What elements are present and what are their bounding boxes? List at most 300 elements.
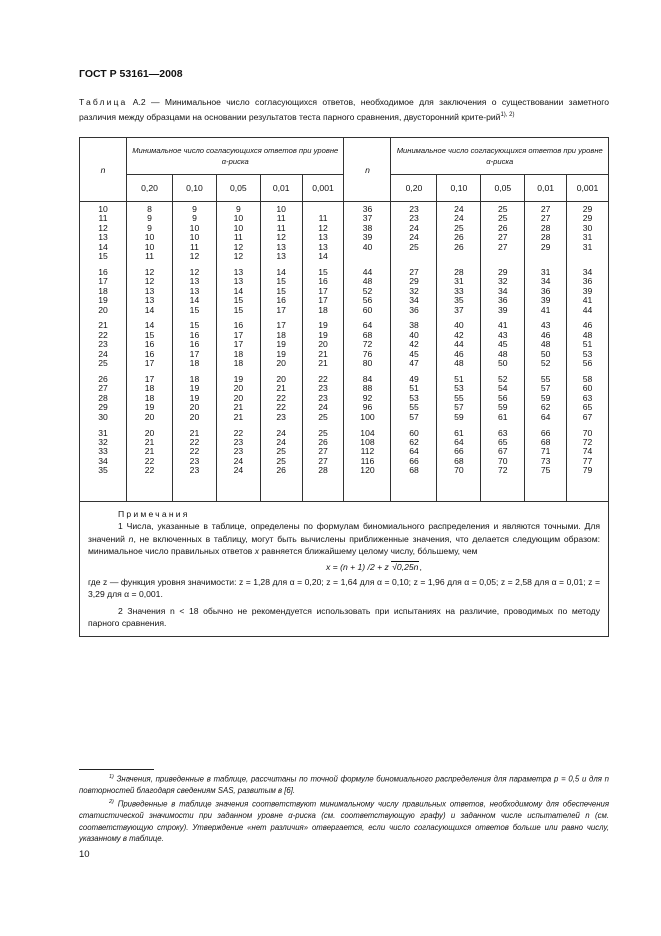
- table-cell: 29: [409, 276, 419, 287]
- notes-title: Примечания: [118, 509, 190, 519]
- table-cell: 21: [233, 402, 244, 413]
- table-cell: 15: [144, 329, 155, 340]
- header-alpha: 0,01: [260, 175, 302, 202]
- table-cell: 11: [318, 213, 328, 224]
- table-cell: 10: [98, 204, 108, 214]
- table-cell: 66: [540, 427, 551, 438]
- footnote-1: [79, 772, 609, 797]
- table-cell: 60: [582, 383, 593, 394]
- table-cell: 57: [409, 411, 419, 422]
- table-cell: 21: [233, 411, 244, 422]
- table-cell: 35: [98, 465, 108, 476]
- table-cell: 59: [454, 411, 464, 422]
- table-cell: 56: [498, 392, 508, 403]
- table-cell: 112: [360, 446, 375, 457]
- table-cell: 48: [582, 329, 593, 340]
- table-cell: 36: [362, 204, 373, 214]
- table-cell: 19: [318, 329, 328, 340]
- table-cell: 25: [276, 446, 286, 457]
- table-cell: 45: [409, 348, 419, 359]
- table-cell: 39: [498, 304, 508, 315]
- table-cell: 25: [409, 241, 419, 252]
- table-cell: 37: [454, 304, 464, 315]
- table-cell: 26: [318, 436, 328, 447]
- table-cell: 24: [454, 213, 464, 224]
- table-cell: 22: [318, 374, 328, 385]
- table-cell: 61: [454, 427, 464, 438]
- sqrt-icon: √: [392, 561, 397, 572]
- table-cell: 56: [582, 358, 593, 369]
- table-cell: 15: [233, 304, 244, 315]
- table-cell: 20: [98, 304, 108, 315]
- table-cell: 23: [189, 465, 200, 476]
- table-cell: 65: [582, 402, 593, 413]
- table-cell: 29: [98, 402, 108, 413]
- table-cell: 13: [144, 285, 155, 296]
- formula: [88, 561, 600, 573]
- table-cell: 51: [409, 383, 419, 394]
- table-cell: 20: [144, 411, 155, 422]
- table-cell: 27: [540, 204, 551, 214]
- table-cell: 31: [98, 427, 108, 438]
- table-cell: 17: [144, 358, 155, 369]
- table-cell: 66: [409, 455, 419, 466]
- min-responses-table: [79, 137, 609, 637]
- table-cell: 40: [409, 329, 419, 340]
- footnote-2: [79, 797, 609, 845]
- col-right-a0001: [567, 202, 609, 502]
- notes-block: [80, 502, 609, 637]
- table-cell: 72: [582, 436, 593, 447]
- table-cell: 19: [189, 392, 200, 403]
- table-cell: 104: [360, 427, 375, 438]
- table-cell: [437, 252, 480, 261]
- table-cell: 23: [276, 411, 286, 422]
- table-cell: 56: [362, 295, 373, 306]
- table-cell: 13: [189, 285, 200, 296]
- table-cell: 16: [233, 320, 244, 331]
- table-cell: 27: [409, 266, 419, 277]
- table-cell: 59: [540, 392, 551, 403]
- table-cell: 62: [409, 436, 419, 447]
- table-cell: 66: [454, 446, 464, 457]
- table-cell: 46: [582, 320, 593, 331]
- table-cell: 18: [276, 329, 286, 340]
- col-left-a010: [173, 202, 217, 502]
- table-cell: 39: [362, 232, 373, 243]
- table-cell: 24: [318, 402, 328, 413]
- table-cell: 38: [409, 320, 419, 331]
- table-cell: 74: [582, 446, 593, 457]
- table-cell: 19: [233, 374, 244, 385]
- table-cell: 68: [454, 455, 464, 466]
- table-cell: 34: [409, 295, 419, 306]
- table-cell: 13: [276, 250, 286, 261]
- table-cell: 18: [144, 392, 155, 403]
- table-cell: 14: [144, 320, 155, 331]
- table-cell: 25: [318, 411, 328, 422]
- table-cell: 10: [144, 232, 155, 243]
- table-cell: 13: [318, 232, 328, 243]
- table-cell: 64: [540, 411, 551, 422]
- table-cell: 11: [233, 232, 243, 243]
- table-cell: 19: [144, 402, 155, 413]
- table-cell: 45: [498, 339, 508, 350]
- table-cell: 88: [362, 383, 373, 394]
- note-1-text-b: , не включенных в таблицу, могут быть вычислены приближенные значения, что делается следующим образом: минимальное число правильных ответов: [88, 533, 600, 557]
- header-alpha: 0,20: [127, 175, 173, 202]
- table-cell: 100: [360, 411, 375, 422]
- table-cell: 21: [144, 436, 155, 447]
- table-cell: 80: [362, 358, 373, 369]
- table-cell: 11: [276, 213, 286, 224]
- table-cell: 22: [233, 427, 244, 438]
- note-where: где z — функция уровня значимости: z = 1,28 для α = 0,20; z = 1,64 для α = 0,10; z = 1,96 для α = 0,05; z = 2,58 для α = 0,01; z = 3,29 для α = 0,001.: [88, 577, 600, 600]
- table-cell: 44: [362, 266, 373, 277]
- table-cell: 46: [454, 348, 464, 359]
- header-alpha: 0,01: [525, 175, 567, 202]
- table-cell: 60: [409, 427, 419, 438]
- table-cell: 17: [318, 285, 328, 296]
- table-cell: 22: [144, 455, 155, 466]
- table-cell: 22: [189, 446, 200, 457]
- table-cell: 60: [362, 304, 373, 315]
- table-cell: 33: [98, 446, 108, 457]
- table-cell: 32: [98, 436, 108, 447]
- table-cell: 59: [498, 402, 508, 413]
- table-cell: 12: [189, 266, 200, 277]
- table-cell: 31: [582, 241, 593, 252]
- table-caption: [79, 96, 609, 123]
- caption-text: А.2 — Минимальное число согласующихся ответов, необходимое для заключения о существовании заметного различия между образцами на основании результатов теста парного сравнения, двусторонний крите-рий: [79, 97, 609, 122]
- col-left-a020: [127, 202, 173, 502]
- table-cell: 41: [540, 304, 551, 315]
- table-cell: 10: [233, 213, 244, 224]
- table-cell: 68: [540, 436, 551, 447]
- table-cell: 27: [98, 383, 108, 394]
- table-cell: 31: [582, 232, 593, 243]
- table-cell: 12: [318, 222, 328, 233]
- table-cell: 12: [233, 241, 244, 252]
- table-cell: 24: [233, 455, 244, 466]
- col-right-a001: [525, 202, 567, 502]
- table-cell: 44: [582, 304, 593, 315]
- table-cell: 62: [540, 402, 551, 413]
- table-cell: 18: [189, 358, 200, 369]
- header-alpha: 0,05: [481, 175, 525, 202]
- table-cell: 19: [98, 295, 108, 306]
- table-cell: 22: [144, 465, 155, 476]
- table-cell: 18: [233, 348, 244, 359]
- table-cell: 73: [540, 455, 551, 466]
- table-cell: [481, 252, 524, 261]
- table-cell: 28: [540, 232, 551, 243]
- table-cell: 18: [233, 358, 244, 369]
- note-1-text-a: 1 Числа, указанные в таблице, определены по формулам биномиального распределения и являются точными. Для значений: [88, 521, 600, 544]
- page-number: 10: [79, 849, 90, 860]
- table-cell: 39: [582, 285, 593, 296]
- table-cell: 21: [276, 383, 286, 394]
- table-cell: 22: [189, 436, 200, 447]
- table-cell: 21: [318, 348, 328, 359]
- table-cell: 42: [409, 339, 419, 350]
- table-cell: 23: [189, 455, 200, 466]
- table-cell: 72: [362, 339, 373, 350]
- table-cell: 15: [189, 304, 200, 315]
- table-cell: 25: [454, 222, 464, 233]
- table-cell: 57: [540, 383, 551, 394]
- table-cell: 44: [454, 339, 464, 350]
- table-cell: 61: [498, 411, 508, 422]
- table-cell: 72: [498, 465, 508, 476]
- table-cell: 36: [498, 295, 508, 306]
- table-cell: 47: [409, 358, 419, 369]
- table-cell: 15: [233, 295, 244, 306]
- table-cell: 57: [454, 402, 464, 413]
- col-right-a005: [481, 202, 525, 502]
- table-cell: 27: [540, 213, 551, 224]
- header-group-right: Минимальное число согласующихся ответов при уровне α-риска: [391, 138, 609, 175]
- footnote-separator: [79, 769, 154, 770]
- table-cell: 40: [362, 241, 373, 252]
- table-cell: 20: [233, 392, 244, 403]
- table-cell: 43: [540, 320, 551, 331]
- table-cell: 21: [189, 427, 200, 438]
- table-cell: 55: [540, 374, 551, 385]
- table-cell: 18: [189, 374, 200, 385]
- table-cell: 108: [360, 436, 375, 447]
- table-cell: 10: [144, 241, 155, 252]
- table-cell: 18: [98, 285, 108, 296]
- table-cell: 22: [98, 329, 108, 340]
- table-cell: 68: [362, 329, 373, 340]
- table-cell: 12: [189, 250, 200, 261]
- table-cell: 26: [98, 374, 108, 385]
- table-cell: 34: [582, 266, 593, 277]
- table-cell: 33: [454, 285, 464, 296]
- table-cell: 54: [498, 383, 508, 394]
- table-cell: [391, 252, 436, 261]
- table-cell: 70: [582, 427, 593, 438]
- formula-left: x = (n + 1) /2 + z: [326, 561, 392, 572]
- table-cell: 65: [498, 436, 508, 447]
- table-cell: 17: [318, 295, 328, 306]
- table-cell: 14: [233, 285, 244, 296]
- table-cell: 26: [276, 465, 286, 476]
- table-cell: 10: [233, 222, 244, 233]
- col-right-a020: [391, 202, 437, 502]
- table-cell: 36: [540, 285, 551, 296]
- col-right-n: [344, 202, 391, 502]
- table-cell: 63: [498, 427, 508, 438]
- table-cell: 52: [362, 285, 373, 296]
- table-cell: 70: [498, 455, 508, 466]
- table-cell: 34: [540, 276, 551, 287]
- footnote-1-mark: 1): [109, 774, 114, 780]
- document-header: ГОСТ Р 53161—2008: [79, 68, 183, 80]
- table-cell: 24: [454, 204, 464, 214]
- table-cell: 13: [276, 241, 286, 252]
- table-cell: 19: [276, 339, 286, 350]
- table-cell: 50: [498, 358, 508, 369]
- table-cell: 13: [233, 266, 244, 277]
- table-cell: 48: [498, 348, 508, 359]
- table-cell: 17: [233, 329, 244, 340]
- header-n-right: n: [344, 138, 391, 202]
- table-cell: 24: [409, 222, 419, 233]
- table-cell: 38: [362, 222, 373, 233]
- table-cell: 19: [276, 348, 286, 359]
- table-cell: 52: [540, 358, 551, 369]
- table-cell: 27: [318, 455, 328, 466]
- table-cell: 92: [362, 392, 373, 403]
- table-cell: 17: [144, 374, 155, 385]
- table-cell: 25: [498, 204, 508, 214]
- table-cell: 53: [454, 383, 464, 394]
- col-left-n: [80, 202, 127, 502]
- table-cell: 28: [540, 222, 551, 233]
- caption-label: Таблица: [79, 97, 128, 107]
- table-cell: 13: [144, 295, 155, 306]
- table-cell: 16: [98, 266, 108, 277]
- table-cell: 16: [144, 339, 155, 350]
- table-cell: 17: [189, 348, 200, 359]
- table-cell: 30: [98, 411, 108, 422]
- table-cell: 14: [98, 241, 108, 252]
- table-cell: 22: [276, 392, 286, 403]
- table-cell: 12: [233, 250, 244, 261]
- table-cell: 32: [409, 285, 419, 296]
- table-cell: 18: [318, 304, 328, 315]
- table-cell: 51: [582, 339, 593, 350]
- header-n-left: n: [80, 138, 127, 202]
- footnotes: [79, 772, 609, 845]
- table-cell: 15: [98, 250, 108, 261]
- table-cell: 28: [454, 266, 464, 277]
- table-cell: 20: [189, 402, 200, 413]
- table-cell: 9: [147, 222, 152, 233]
- table-cell: 20: [233, 383, 244, 394]
- table-cell: 20: [276, 374, 286, 385]
- table-cell: 13: [189, 276, 200, 287]
- table-cell: 24: [98, 348, 108, 359]
- table-cell: 96: [362, 402, 373, 413]
- table-cell: 8: [147, 204, 152, 214]
- table-cell: 14: [276, 266, 286, 277]
- table-cell: 43: [498, 329, 508, 340]
- table-cell: 21: [144, 446, 155, 457]
- table-cell: 67: [582, 411, 593, 422]
- header-alpha: 0,05: [216, 175, 260, 202]
- footnote-2-mark: 2): [109, 798, 114, 805]
- note-2: 2 Значения n < 18 обычно не рекомендуется использовать при испытаниях на различие, проводимых по методу парного сравнения.: [88, 605, 600, 629]
- table-cell: 19: [318, 320, 328, 331]
- table-cell: 36: [582, 276, 593, 287]
- table-cell: 20: [144, 427, 155, 438]
- table-cell: 53: [409, 392, 419, 403]
- table-cell: 23: [318, 383, 328, 394]
- table-cell: 16: [144, 348, 155, 359]
- table-cell: 12: [144, 266, 155, 277]
- table-cell: 14: [189, 295, 200, 306]
- caption-footnote-marks: 1), 2): [500, 111, 515, 118]
- table-cell: 25: [498, 213, 508, 224]
- formula-sqrt-arg: 0,25n: [396, 561, 419, 572]
- table-cell: 15: [189, 320, 200, 331]
- table-cell: 17: [233, 339, 244, 350]
- table-cell: 23: [318, 392, 328, 403]
- table-cell: 25: [318, 427, 328, 438]
- table-cell: 16: [276, 295, 286, 306]
- table-cell: 64: [454, 436, 464, 447]
- table-cell: 64: [409, 446, 419, 457]
- table-cell: 41: [498, 320, 508, 331]
- table-cell: 35: [454, 295, 464, 306]
- table-cell: 36: [409, 304, 419, 315]
- col-left-a0001: [302, 202, 344, 502]
- table-cell: 40: [454, 320, 464, 331]
- table-cell: 23: [98, 339, 108, 350]
- table-cell: 17: [98, 276, 108, 287]
- table-cell: 77: [582, 455, 593, 466]
- table-cell: 75: [540, 465, 551, 476]
- table-cell: 9: [192, 213, 197, 224]
- table-cell: 51: [454, 374, 464, 385]
- table-cell: 12: [276, 232, 286, 243]
- table-cell: 27: [318, 446, 328, 457]
- col-left-a001: [260, 202, 302, 502]
- note-1-var-n: n: [128, 533, 134, 544]
- table-cell: [567, 252, 608, 261]
- table-cell: 20: [276, 358, 286, 369]
- table-cell: 16: [189, 339, 200, 350]
- table-cell: 42: [454, 329, 464, 340]
- header-alpha: 0,10: [173, 175, 217, 202]
- table-cell: 27: [498, 241, 508, 252]
- table-cell: 58: [582, 374, 593, 385]
- table-cell: 48: [362, 276, 373, 287]
- table-cell: 25: [98, 358, 108, 369]
- table-cell: 32: [498, 276, 508, 287]
- table-cell: 10: [276, 204, 286, 214]
- table-cell: 24: [409, 232, 419, 243]
- table-cell: 29: [582, 213, 593, 224]
- table-cell: 46: [540, 329, 551, 340]
- table-cell: 39: [540, 295, 551, 306]
- table-cell: 71: [540, 446, 551, 457]
- table-cell: 63: [582, 392, 593, 403]
- table-cell: 28: [318, 465, 328, 476]
- table-cell: 10: [189, 222, 200, 233]
- header-alpha: 0,001: [302, 175, 344, 202]
- col-right-a010: [437, 202, 481, 502]
- table-cell: 15: [276, 285, 286, 296]
- table-cell: 11: [145, 250, 154, 261]
- table-cell: 16: [318, 276, 328, 287]
- table-cell: 28: [98, 392, 108, 403]
- formula-sqrt: [391, 561, 422, 572]
- table-cell: 34: [98, 455, 108, 466]
- table-cell: 17: [276, 304, 286, 315]
- table-cell: 55: [409, 402, 419, 413]
- table-cell: 20: [189, 411, 200, 422]
- col-left-a005: [216, 202, 260, 502]
- table-cell: 52: [498, 374, 508, 385]
- table-cell: 23: [233, 446, 244, 457]
- footnote-1-text: Значения, приведенные в таблице, рассчитаны по точной формуле биномиального распределения для параметра p = 0,5 и для n повторностей благодаря сведениям SAS, развитым в [6].: [79, 774, 609, 796]
- table-cell: 29: [540, 241, 551, 252]
- table-cell: [525, 252, 566, 261]
